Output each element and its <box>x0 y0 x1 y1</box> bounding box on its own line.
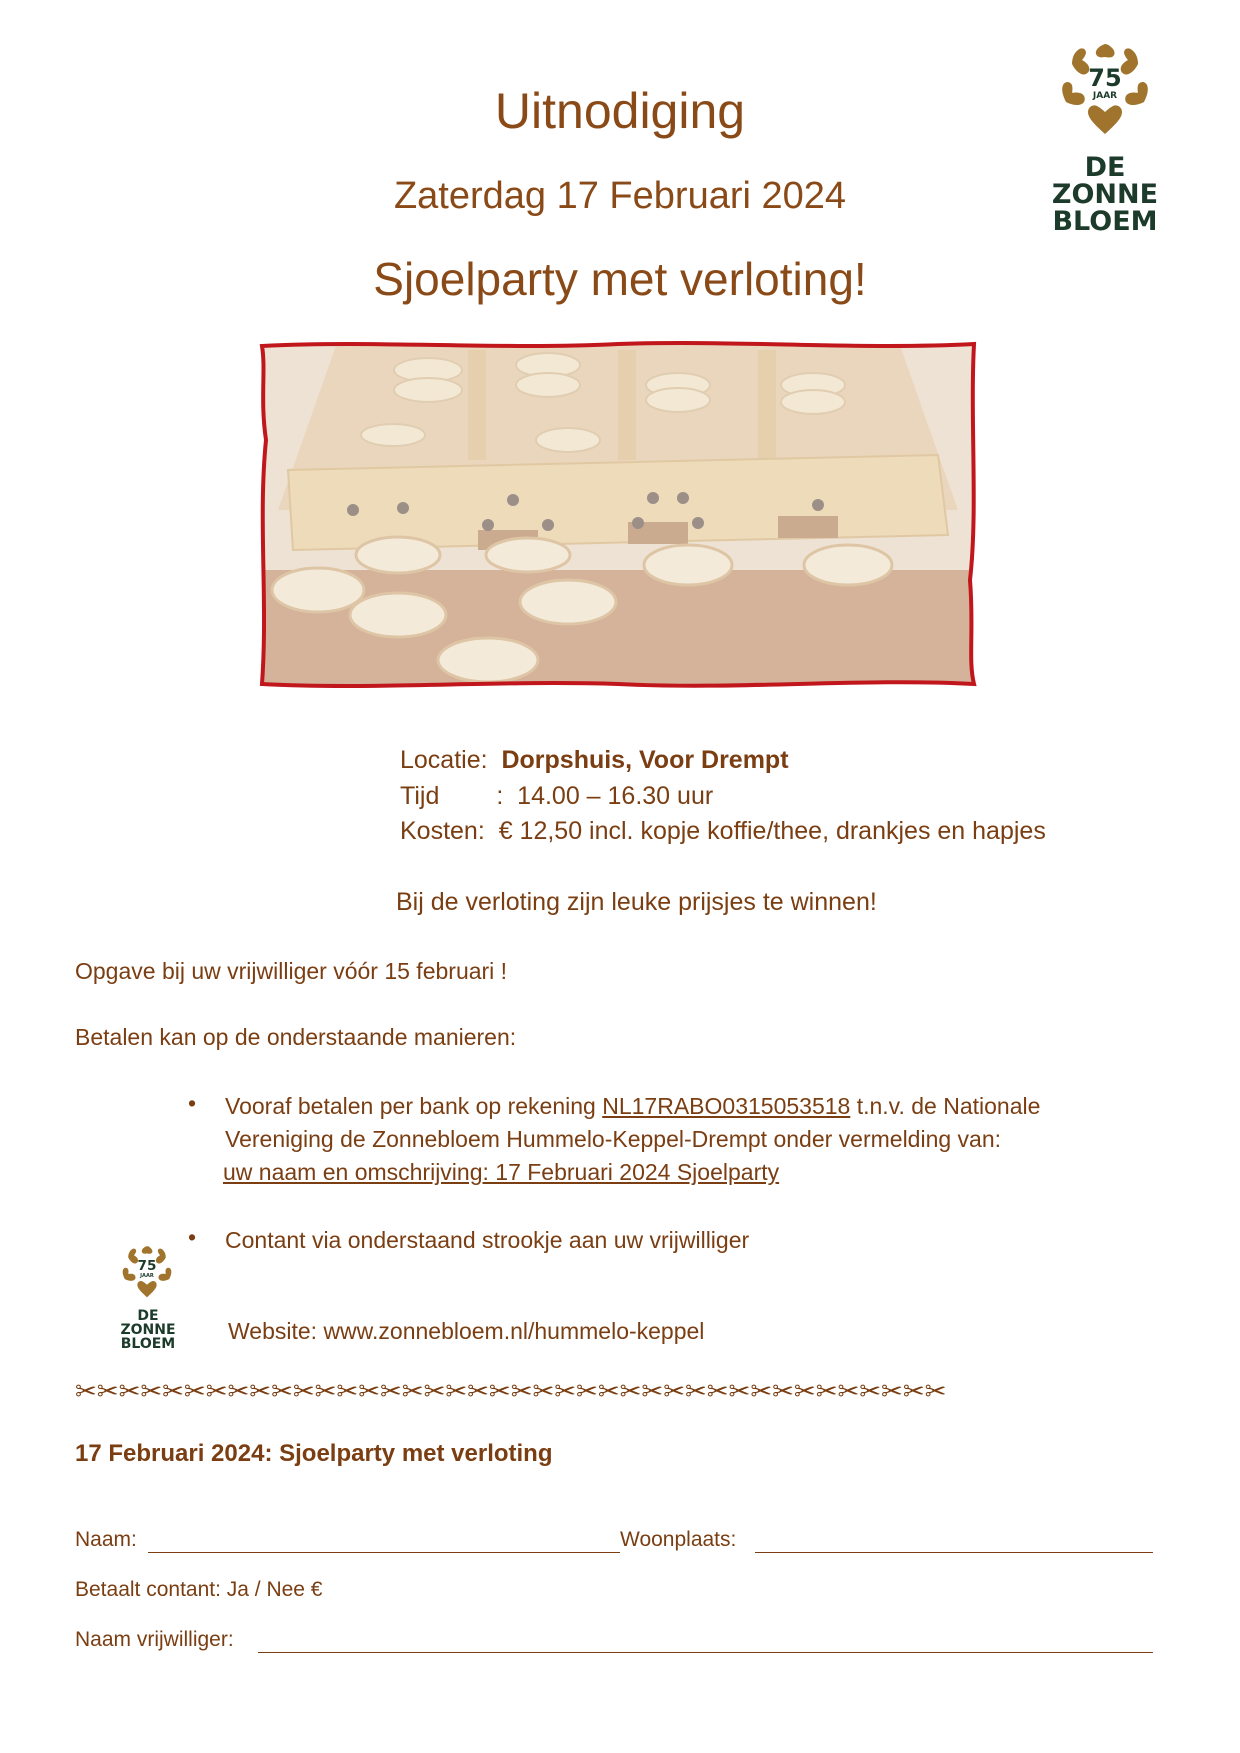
svg-text:75: 75 <box>137 1258 157 1275</box>
heart-wreath-icon <box>118 1245 176 1303</box>
zonnebloem-logo-small <box>108 1245 188 1355</box>
zonnebloem-logo <box>1030 42 1180 237</box>
city-label: Woonplaats: <box>620 1528 737 1551</box>
logo-years: 75 <box>1088 64 1122 92</box>
bullet-dot-icon: • <box>188 1224 197 1250</box>
cost-line: Kosten: € 12,50 incl. kopje koffie/thee, drankjes en hapjes <box>400 817 1046 845</box>
form-title: 17 Februari 2024: Sjoelparty met verloting <box>75 1440 553 1467</box>
event-name: Sjoelparty met verloting! <box>373 253 867 305</box>
cash-payment: Contant via onderstaand strookje aan uw vrijwilliger <box>225 1227 750 1253</box>
time-line: Tijd : 14.00 – 16.30 uur <box>400 782 714 810</box>
logo-wordmark: DE ZONNE BLOEM <box>120 1308 176 1352</box>
payment-intro: Betalen kan op de onderstaande manieren: <box>75 1024 517 1050</box>
location-line: Locatie: Dorpshuis, Voor Drempt <box>400 746 789 774</box>
website-link[interactable]: Website: www.zonnebloem.nl/hummelo-keppel <box>228 1318 705 1344</box>
time-value: 14.00 – 16.30 uur <box>517 782 714 810</box>
volunteer-field[interactable] <box>258 1652 1153 1653</box>
svg-text:JAAR: JAAR <box>140 1272 154 1279</box>
name-label: Naam: <box>75 1528 137 1551</box>
raffle-text: Bij de verloting zijn leuke prijsjes te winnen! <box>396 888 877 916</box>
iban: NL17RABO0315053518 <box>602 1093 851 1119</box>
logo-wordmark: DE ZONNE BLOEM <box>1051 152 1159 237</box>
name-field[interactable] <box>148 1552 620 1553</box>
page-title: Uitnodiging <box>494 83 746 139</box>
heart-wreath-icon <box>1054 42 1156 144</box>
signup-text: Opgave bij uw vrijwilliger vóór 15 februari ! <box>75 958 508 984</box>
bullet-dot-icon: • <box>188 1090 197 1116</box>
bank-payment: Vooraf betalen per bank op rekening NL17RABO0315053518 t.n.v. de Nationale Vereniging de Zonnebloem Hummelo-Keppel-Drempt onder vermelding van: uw naam en omschrijving: 17 Februari 2024 Sjoelparty <box>225 1090 1040 1189</box>
city-field[interactable] <box>755 1552 1153 1553</box>
payment-reference: uw naam en omschrijving: 17 Februari 2024 Sjoelparty <box>223 1159 780 1185</box>
location-value: Dorpshuis, Voor Drempt <box>501 746 789 774</box>
cash-label: Betaalt contant: Ja / Nee € <box>75 1578 323 1601</box>
volunteer-label: Naam vrijwilliger: <box>75 1628 234 1651</box>
cost-value: € 12,50 incl. kopje koffie/thee, drankjes en hapjes <box>498 817 1046 845</box>
scissors-cut-line: ✂✂✂✂✂✂✂✂✂✂✂✂✂✂✂✂✂✂✂✂✂✂✂✂✂✂✂✂✂✂✂✂✂✂✂✂✂✂✂✂ <box>75 1376 947 1406</box>
event-date: Zaterdag 17 Februari 2024 <box>393 175 847 217</box>
logo-jaar: JAAR <box>1092 91 1118 101</box>
sjoelbak-photo <box>258 340 978 690</box>
